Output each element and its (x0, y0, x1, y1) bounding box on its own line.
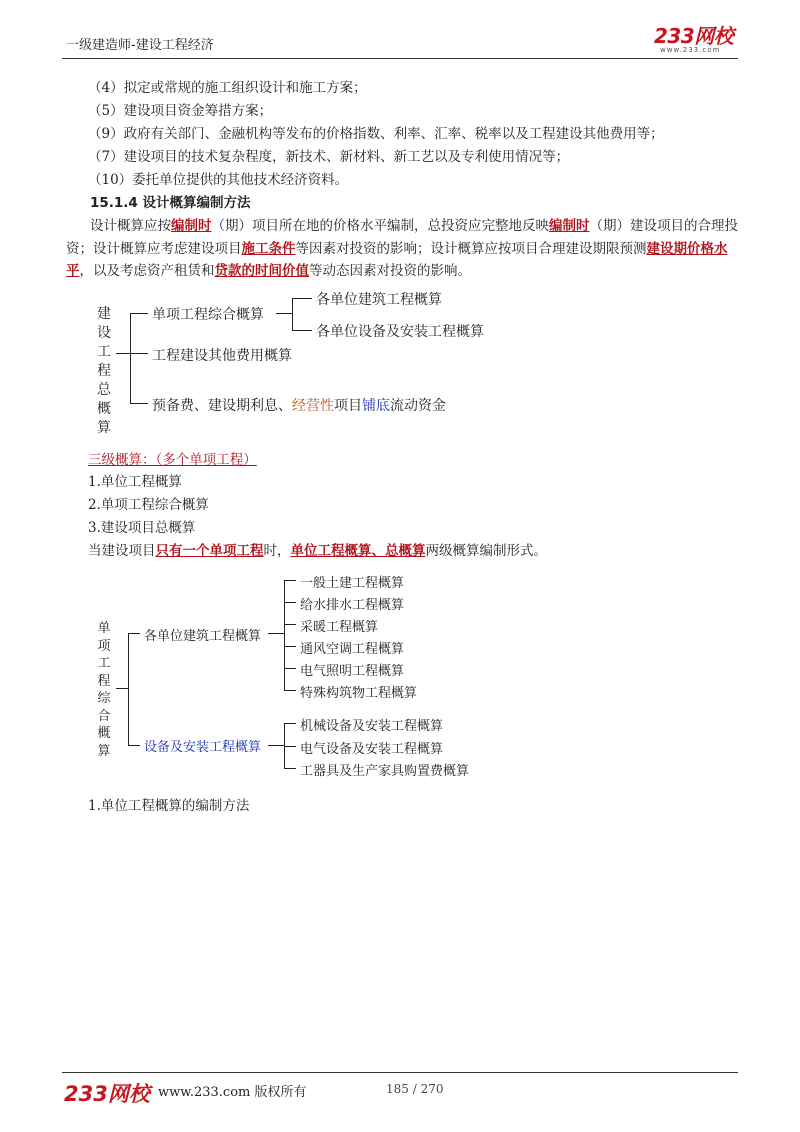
leaf-label: 各单位建筑工程概算 (316, 292, 442, 308)
connector-line (130, 353, 148, 354)
branch-text: 预备费、建设期利息、 (152, 398, 292, 414)
connector-line (292, 298, 293, 330)
root-char: 程 (97, 363, 111, 379)
header-divider (62, 58, 738, 59)
connector-line (128, 633, 129, 745)
branch-label (152, 395, 446, 415)
highlight-term: 建设期价格水平 (66, 240, 728, 279)
branch-label: 各单位建筑工程概算 (144, 629, 262, 644)
connector-line (284, 602, 296, 603)
connector-line (284, 768, 296, 769)
root-char: 综 (97, 691, 111, 706)
connector-line (284, 723, 296, 724)
diagram-root-label (96, 620, 112, 760)
subheading-line: 1.单位工程概算的编制方法 (88, 798, 250, 814)
connector-line (284, 580, 296, 581)
highlight-term: 编制时 (171, 218, 212, 234)
leaf-label: 特殊构筑物工程概算 (300, 686, 418, 701)
leaf-label: 电气照明工程概算 (300, 664, 405, 679)
footer-copyright: www.233.com 版权所有 (158, 1085, 307, 1100)
connector-line (284, 668, 296, 669)
branch-text: 流动资金 (390, 398, 446, 414)
root-char: 算 (97, 420, 111, 436)
leaf-label: 各单位设备及安装工程概算 (316, 324, 484, 340)
footer-logo: 233网校 (64, 1082, 150, 1106)
note-text: 当建设项目 (88, 543, 156, 559)
list-item: （9）政府有关部门、金融机构等发布的价格指数、利率、汇率、税率以及工程建设其他费用等； (88, 126, 664, 142)
connector-line (268, 633, 284, 634)
branch-text: 经营性 (292, 398, 334, 414)
logo-text: 233网校 (654, 24, 734, 48)
connector-line (276, 313, 292, 314)
leaf-label: 给水排水工程概算 (300, 598, 405, 613)
highlight-term: 只有一个单项工程 (155, 543, 264, 559)
para-text: 等动态因素对投资的影响。 (309, 263, 471, 279)
leaf-label: 电气设备及安装工程概算 (300, 742, 444, 757)
highlight-term: 编制时 (549, 218, 590, 234)
list-item: （4）拟定或常规的施工组织设计和施工方案； (88, 80, 367, 96)
connector-line (284, 746, 296, 747)
three-level-title: 三级概算：（多个单项工程） (88, 452, 257, 468)
connector-line (284, 646, 296, 647)
leaf-label: 通风空调工程概算 (300, 642, 405, 657)
connector-line (284, 580, 285, 690)
connector-line (284, 690, 296, 691)
leaf-label: 一般土建工程概算 (300, 576, 405, 591)
root-char: 程 (97, 673, 111, 689)
connector-line (116, 353, 130, 354)
para-text: （期）项目所在地的价格水平编制，总投资应完整地反映 (211, 218, 549, 234)
para-text: 等因素对投资的影响；设计概算应按项目合理建设期限预测 (295, 240, 647, 257)
branch-label: 工程建设其他费用概算 (152, 348, 292, 364)
highlight-term: 贷款的时间价值 (214, 263, 309, 279)
brand-logo (654, 20, 733, 54)
list-item: 1.单位工程概算 (88, 474, 182, 490)
diagram-root-label (96, 305, 112, 438)
header-title: 一级建造师-建设工程经济 (66, 38, 214, 53)
connector-line (128, 633, 140, 634)
root-char: 单 (97, 621, 111, 636)
connector-line (292, 298, 312, 299)
para-text: （期）建设项目的合理投资；设计概算应考虑建设项目 (66, 218, 738, 257)
root-char: 总 (97, 382, 111, 398)
para-text: 设计概算应按 (90, 218, 171, 234)
highlight-term: 施工条件 (241, 240, 296, 257)
branch-label (144, 736, 261, 755)
note-line (88, 542, 547, 561)
leaf-label: 机械设备及安装工程概算 (300, 719, 444, 734)
connector-line (268, 745, 284, 746)
para-text: ，以及考虑资产租赁和 (79, 263, 215, 279)
highlight-term: 单位工程概算、总概算 (290, 543, 426, 559)
leaf-label: 采暖工程概算 (300, 620, 379, 635)
root-char: 算 (97, 743, 111, 759)
root-char: 设 (97, 325, 111, 341)
branch-text: 铺底 (362, 398, 390, 414)
root-char: 工 (97, 656, 111, 671)
connector-line (130, 313, 148, 314)
root-char: 建 (97, 306, 111, 322)
page-number: 185 / 270 (386, 1082, 444, 1096)
footer-divider (62, 1072, 738, 1073)
connector-line (284, 624, 296, 625)
branch-label: 单项工程综合概算 (152, 307, 264, 323)
connector-line (292, 330, 312, 331)
connector-line (128, 745, 140, 746)
root-char: 合 (97, 708, 111, 724)
list-item: （7）建设项目的技术复杂程度，新技术、新材料、新工艺以及专利使用情况等； (88, 149, 570, 165)
root-char: 工 (97, 344, 111, 360)
connector-line (130, 313, 131, 403)
branch-text: 设备及安装工程概算 (144, 740, 262, 755)
list-item: 3.建设项目总概算 (88, 520, 196, 536)
note-text: 时， (263, 543, 291, 559)
list-item: （10）委托单位提供的其他技术经济资料。 (88, 172, 349, 188)
list-item: （5）建设项目资金筹措方案； (88, 103, 273, 119)
section-heading: 15.1.4 设计概算编制方法 (90, 195, 251, 211)
root-char: 概 (97, 726, 111, 741)
leaf-label: 工器具及生产家具购置费概算 (300, 764, 470, 779)
connector-line (116, 688, 128, 689)
root-char: 概 (97, 401, 111, 417)
body-paragraph (66, 215, 738, 283)
list-item: 2.单项工程综合概算 (88, 497, 209, 513)
root-char: 项 (97, 638, 111, 654)
branch-text: 项目 (334, 398, 362, 414)
logo-url: www.233.com (660, 46, 721, 54)
connector-line (130, 403, 148, 404)
note-text: 两级概算编制形式。 (425, 543, 547, 559)
